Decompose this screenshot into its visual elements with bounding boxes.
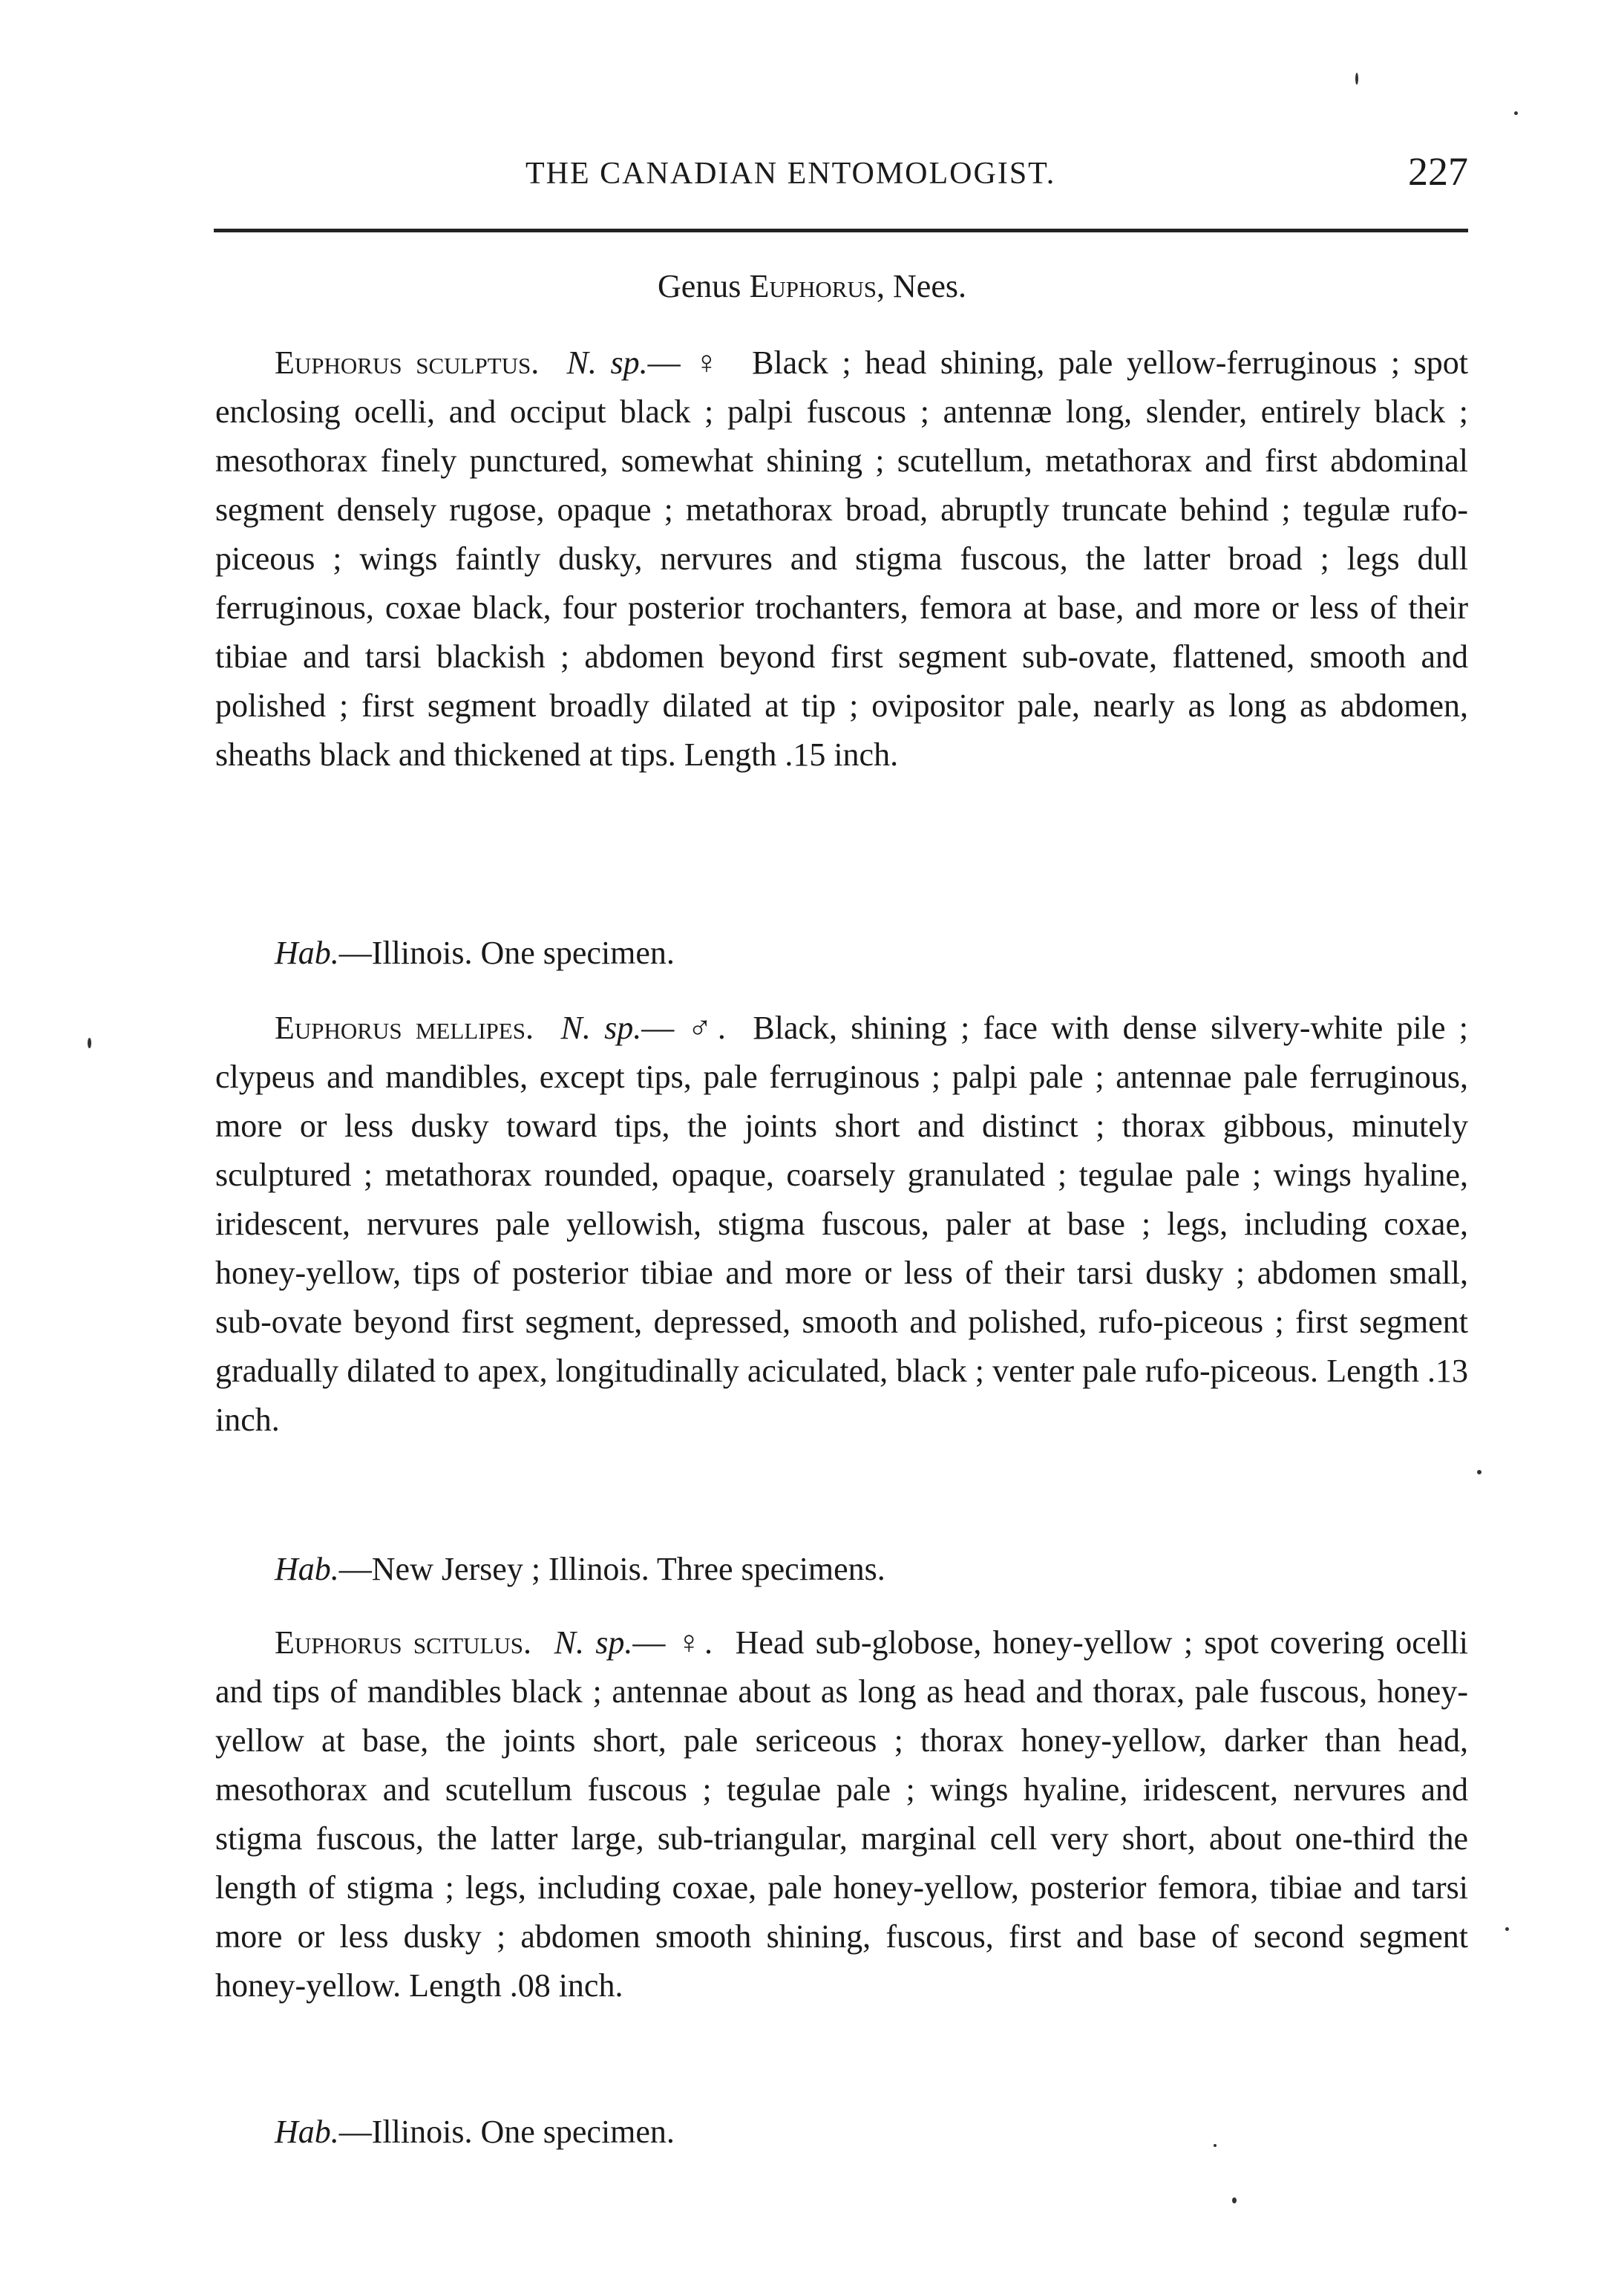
habitat-line-scitulus [275, 2113, 675, 2151]
hab-text: —New Jersey ; Illinois. Three specimens. [338, 1551, 885, 1587]
species-name: Euphorus sculptus. [275, 344, 540, 381]
scan-speck [1355, 73, 1358, 85]
hab-label: Hab. [275, 2114, 339, 2150]
description-text: Head sub-globose, honey-yellow ; spot covering ocelli and tips of mandibles black ; antennae about as long as head and thorax, pale fuscous, honey-yellow at base, the joints short, pale sericeous ; thorax honey-yellow, darker than head, mesothorax and scutellum fuscous ; tegulae pale ; wings hyaline, iridescent, nervures and stigma fuscous, the latter large, sub-triangular, marginal cell very short, about one-third the length of stigma ; legs, including coxae, pale honey-yellow, posterior femora, tibiae and tarsi more or less dusky ; abdomen smooth shining, fuscous, first and base of second segment honey-yellow. Length .08 inch. [215, 1624, 1468, 2004]
species-description-scitulus [215, 1618, 1468, 2010]
species-name: Euphorus mellipes. [275, 1010, 534, 1046]
hab-text: —Illinois. One specimen. [338, 2114, 675, 2150]
genus-name: Euphorus [749, 268, 877, 304]
nov-sp-label: N. sp. [560, 1010, 642, 1046]
habitat-line-mellipes [275, 1550, 885, 1588]
scan-speck [1232, 2197, 1237, 2203]
scan-speck [88, 1038, 91, 1048]
scan-speck [1514, 111, 1518, 115]
species-description-mellipes [215, 1004, 1468, 1445]
description-text: Black ; head shining, pale yellow-ferruginous ; spot enclosing ocelli, and occiput black ; palpi fuscous ; antennæ long, slender, entirely black ; mesothorax finely punctured, somewhat shining ; scutellum, metathorax and first abdominal segment densely rugose, opaque ; metathorax broad, abruptly truncate behind ; tegulæ rufo-piceous ; wings faintly dusky, nervures and stigma fuscous, the latter broad ; legs dull ferruginous, coxae black, four posterior trochanters, femora at base, and more or less of their tibiae and tarsi blackish ; abdomen beyond first segment sub-ovate, flattened, smooth and polished ; first segment broadly dilated at tip ; ovipositor pale, nearly as long as abdomen, sheaths black and thickened at tips. Length .15 inch. [215, 344, 1469, 773]
scan-speck [1505, 1927, 1509, 1931]
species-name: Euphorus scitulus. [275, 1624, 532, 1661]
habitat-line-sculptus [275, 934, 675, 972]
running-head [214, 148, 1476, 200]
header-rule [214, 229, 1468, 232]
sex-symbol: — ♂. [641, 1010, 726, 1046]
scan-speck [1477, 1470, 1481, 1474]
journal-title: THE CANADIAN ENTOMOLOGIST. [525, 157, 1056, 191]
sex-symbol: — ♀ [647, 344, 724, 381]
description-text: Black, shining ; face with dense silvery-white pile ; clypeus and mandibles, except tips, pale ferruginous ; palpi pale ; antennae pale ferruginous, more or less dusky toward tips, the joints short and distinct ; thorax gibbous, minutely sculptured ; metathorax rounded, opaque, coarsely granulated ; tegulae pale ; wings hyaline, iridescent, nervures pale yellowish, stigma fuscous, paler at base ; legs, including coxae, honey-yellow, tips of posterior tibiae and more or less of their tarsi dusky ; abdomen small, sub-ovate beyond first segment, depressed, smooth and polished, rufo-piceous ; first segment gradually dilated to apex, longitudinally aciculated, black ; venter pale rufo-piceous. Length .13 inch. [215, 1010, 1468, 1438]
genus-author: , Nees. [877, 268, 966, 304]
nov-sp-label: N. sp. [566, 344, 648, 381]
genus-prefix: Genus [658, 268, 750, 304]
hab-label: Hab. [275, 935, 339, 971]
sex-symbol: — ♀. [632, 1624, 713, 1661]
hab-text: —Illinois. One specimen. [338, 935, 675, 971]
species-description-sculptus [215, 339, 1468, 780]
nov-sp-label: N. sp. [554, 1624, 633, 1661]
scan-speck [1214, 2144, 1217, 2147]
hab-label: Hab. [275, 1551, 339, 1587]
page-number: 227 [1408, 149, 1468, 194]
genus-heading [0, 267, 1624, 305]
